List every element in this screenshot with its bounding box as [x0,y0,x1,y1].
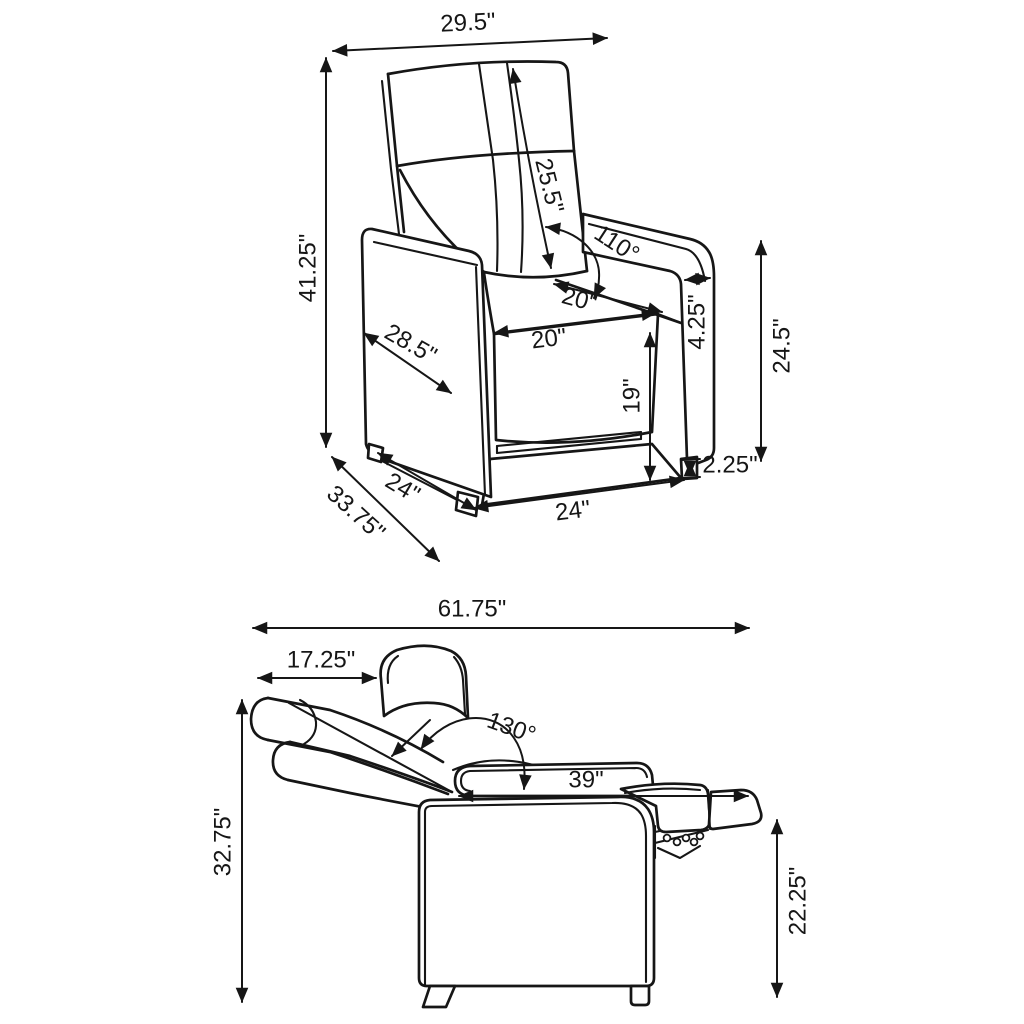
dim-overall-depth-label: 33.75" [321,480,391,547]
mechanism-joint-5 [697,833,704,840]
dim-overall-width-line [333,38,607,51]
upright-back-stripe-left [479,64,498,271]
footrest-mechanism-bar-3 [658,846,700,858]
upright-back-stripe-right [507,63,523,272]
reclined-back-slab-top [268,698,443,762]
dim-overall-height-label: 41.25" [294,233,322,303]
dim-seat-height-label: 19" [618,378,646,414]
dim-base-side-depth-label: 24" [380,467,425,509]
mechanism-joint-2 [674,839,681,846]
upright-back-cushion-bottom [484,271,587,277]
dim-seat-width-label: 20" [529,323,568,355]
upright-seat-corner-join [658,314,684,324]
dim-overall-length-label: 61.75" [437,595,507,623]
dim-reclined-height-label: 32.75" [209,807,237,877]
reclined-chair-drawing [251,646,761,1007]
dim-recline-angle-label: 130° [483,706,540,750]
dim-foot-height-tick-bottom [682,477,700,478]
mechanism-joint-4 [691,839,698,846]
mechanism-joint-1 [664,835,671,842]
mechanism-joint-3 [683,835,690,842]
dim-armrest-top-width-label: 4.25" [683,294,711,350]
dim-headrest-projection-label: 17.25" [286,646,356,674]
dim-foot-height-tick-top [682,459,700,460]
dim-overall-width-label: 29.5" [439,7,497,38]
reclined-seat-slab-endcap [273,742,290,780]
dim-backrest-angle-label: 110° [589,219,645,269]
dim-seat-depth-label: 20" [558,282,600,318]
dim-armrest-height-label: 24.5" [768,318,796,374]
upright-chair-drawing [362,62,714,517]
upright-seat-front-face [494,314,658,443]
dim-base-front-width-label: 24" [553,495,592,527]
dim-arm-panel-diagonal-label: 28.5" [379,318,442,370]
dim-footrest-height-label: 22.25" [784,866,812,936]
reclined-body [419,797,654,986]
reclined-front-leg [631,986,649,1005]
reclined-back-slab-endcap [251,698,268,740]
reclined-back-leg [423,986,455,1007]
dim-foot-height-label: 2.25" [702,451,758,479]
dim-backrest-length-label: 25.5" [529,155,569,216]
dim-armrest-to-footrest-label: 39" [568,766,604,794]
upright-back-left-leg [368,444,383,462]
